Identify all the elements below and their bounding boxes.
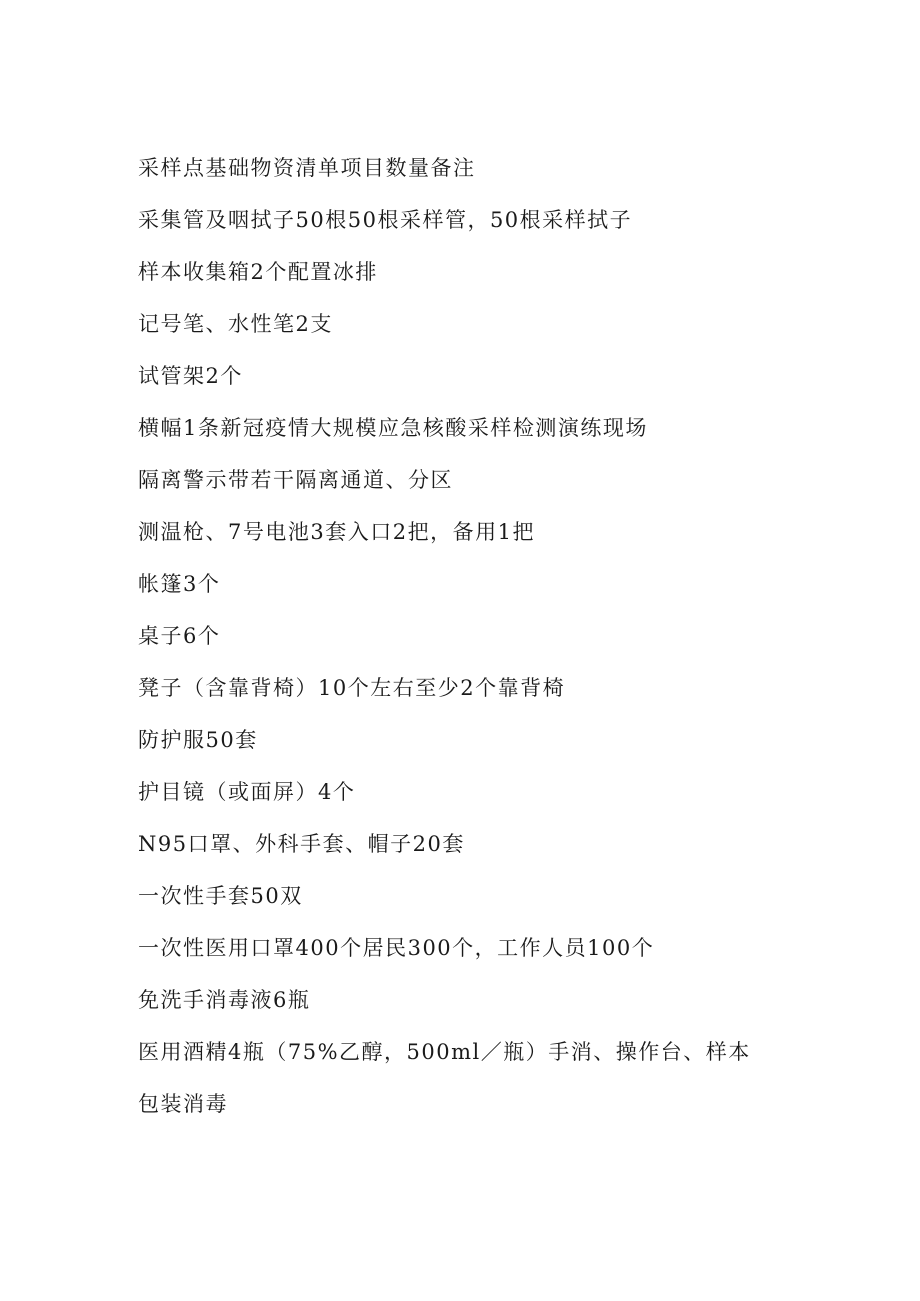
text-line: 记号笔、水性笔2支: [138, 312, 333, 336]
text-line: 横幅1条新冠疫情大规模应急核酸采样检测演练现场: [138, 416, 648, 440]
text-line: 一次性医用口罩400个居民300个，工作人员100个: [138, 936, 655, 960]
text-line: 医用酒精4瓶（75%乙醇，500ml／瓶）手消、操作台、样本: [138, 1040, 751, 1064]
text-line: 隔离警示带若干隔离通道、分区: [138, 468, 453, 492]
text-line: 测温枪、7号电池3套入口2把，备用1把: [138, 520, 535, 544]
text-line: 采样点基础物资清单项目数量备注: [138, 156, 476, 180]
text-line: 一次性手套50双: [138, 884, 303, 908]
text-line: 帐篷3个: [138, 572, 221, 596]
text-line: 试管架2个: [138, 364, 243, 388]
text-line: 样本收集箱2个配置冰排: [138, 260, 378, 284]
text-line: 防护服50套: [138, 728, 258, 752]
text-line: N95口罩、外科手套、帽子20套: [138, 832, 465, 856]
text-line: 凳子（含靠背椅）10个左右至少2个靠背椅: [138, 676, 566, 700]
document-body: [138, 142, 798, 1130]
text-line: 护目镜（或面屏）4个: [138, 780, 356, 804]
text-line: 免洗手消毒液6瓶: [138, 988, 311, 1012]
text-line: 采集管及咽拭子50根50根采样管，50根采样拭子: [138, 208, 633, 232]
text-line: 包装消毒: [138, 1092, 228, 1116]
text-line: 桌子6个: [138, 624, 221, 648]
